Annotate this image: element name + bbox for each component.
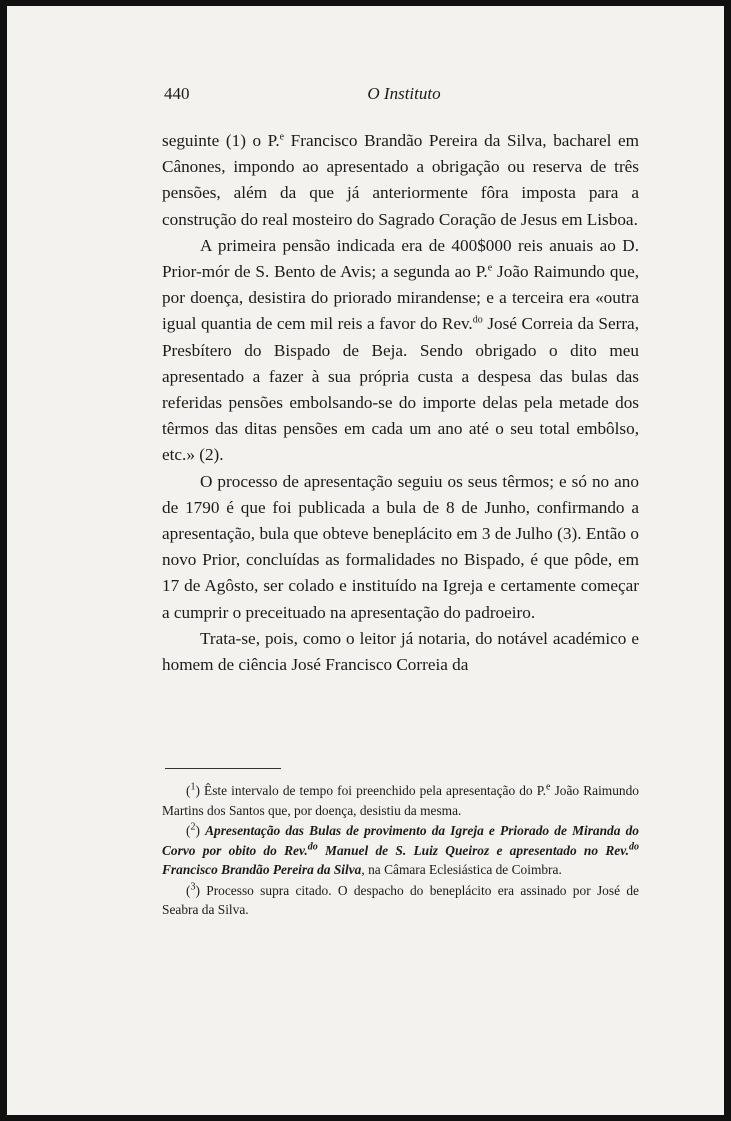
footnote-number: 1 [190,781,196,793]
body-text [162,128,639,678]
text-run: seguinte ( [162,131,232,150]
footnote-1: ($^1$) Êste intervalo de tempo foi preenchido pela apresentação do P.$^e$ João Raimundo Martins dos Santos que, por doença, desistiu da mesma. [162,781,639,818]
page-number: 440 [164,84,190,103]
footnote-number: 3 [190,881,196,893]
text-run: ) o P. [240,131,280,150]
text-run: A primeira pensão indicada era de 400$000 reis anuais ao D. Prior-mór de S. Bento de Avis; a segunda ao P. [162,235,639,282]
superscript: do [629,841,639,853]
text-run: Francisco Brandão Pereira da Silva, bacharel em Cânones, impondo ao apresentado a obrigação ou reserva de três pensões, além da que já anteriormente fôra imposta para a construção do real mosteiro do Sagrado Coração de Jesus em Lisboa. [162,131,639,229]
text-run: Apresentação das Bulas de provimento da Igreja e Priorado de Miranda do Corvo por obito do Rev. [162,823,639,858]
text-run: Manuel de S. Luiz Queiroz e apresentado no Rev. [317,842,629,858]
text-run: Êste intervalo de tempo foi preenchido pela apresentação do P. [204,783,547,798]
superscript: e [487,262,493,274]
text-run: João Raimundo Martins dos Santos que, por doença, desistiu da mesma. [162,783,639,818]
text-run: ). Então o novo Prior, concluídas as formalidades no Bispado, é que pôde, em 17 de Agôsto, ser colado e instituído na Igreja e certamente começar a cumprir o preceituado na apresentação do padroeiro. [162,524,639,622]
paragraph-2 [162,233,639,469]
superscript: e [546,781,551,793]
text-run: Francisco Brandão Pereira da Silva [162,862,362,877]
text-run: O processo de apresentação seguiu os seus têrmos; e só no ano de 1790 é que foi publicada a bula de 8 de Junho, confirmando a apresentação, bula que obteve beneplácito em 3 de Julho ( [162,471,639,544]
book-page [7,6,724,1115]
running-head [164,84,644,108]
text-run: José Correia da Serra, Presbítero do Bispado de Beja. Sendo obrigado o dito meu apresentado a fazer à sua própria custa a despesa das bulas das referidas pensões embolsando-se do importe delas pela metade dos têrmos das ditas pensões em cada um ano até o seu total embôlso, etc.» ( [162,314,639,465]
text-run: João Raimundo que, por doença, desistira do priorado mirandense; e a terceira era «outra igual quantia de cem mil reis a favor do Rev. [162,262,639,334]
superscript: e [279,131,285,143]
paragraph-4 [162,626,639,678]
text-run: Trata-se, pois, como o leitor já notaria, do notável académico e homem de ciência José Francisco Correia da [162,628,639,675]
paragraph-1 [162,128,639,233]
footnote-2: ($^2$) Apresentação das Bulas de provimento da Igreja e Priorado de Miranda do Corvo por obito do Rev.$^{do}$ Manuel de S. Luiz Queiroz e apresentado no Rev.$^{do}$ Francisco Brandão Pereira da Silva, na Câmara Eclesiástica de Coimbra. [162,821,639,877]
superscript: do [472,314,483,326]
text-run: ). [213,445,224,465]
text-run: , na Câmara Eclesiástica de Coimbra. [361,862,562,877]
footnote-number: 2 [190,821,196,833]
footnote-ref-2: 2 [204,445,214,465]
footnote-3: ($^3$) Processo supra citado. O despacho do beneplácito era assinado por José de Seabra da Silva. [162,881,639,917]
superscript: do [307,841,318,853]
paragraph-3 [162,469,639,626]
text-run: Processo supra citado. O despacho do beneplácito era assinado por José de Seabra da Silva. [162,882,639,917]
footnote-ref-1: 1 [231,131,241,150]
journal-title: O Instituto [367,84,441,103]
footnotes [162,781,639,921]
footnote-rule [165,768,281,769]
footnote-ref-3: 3 [562,524,572,544]
